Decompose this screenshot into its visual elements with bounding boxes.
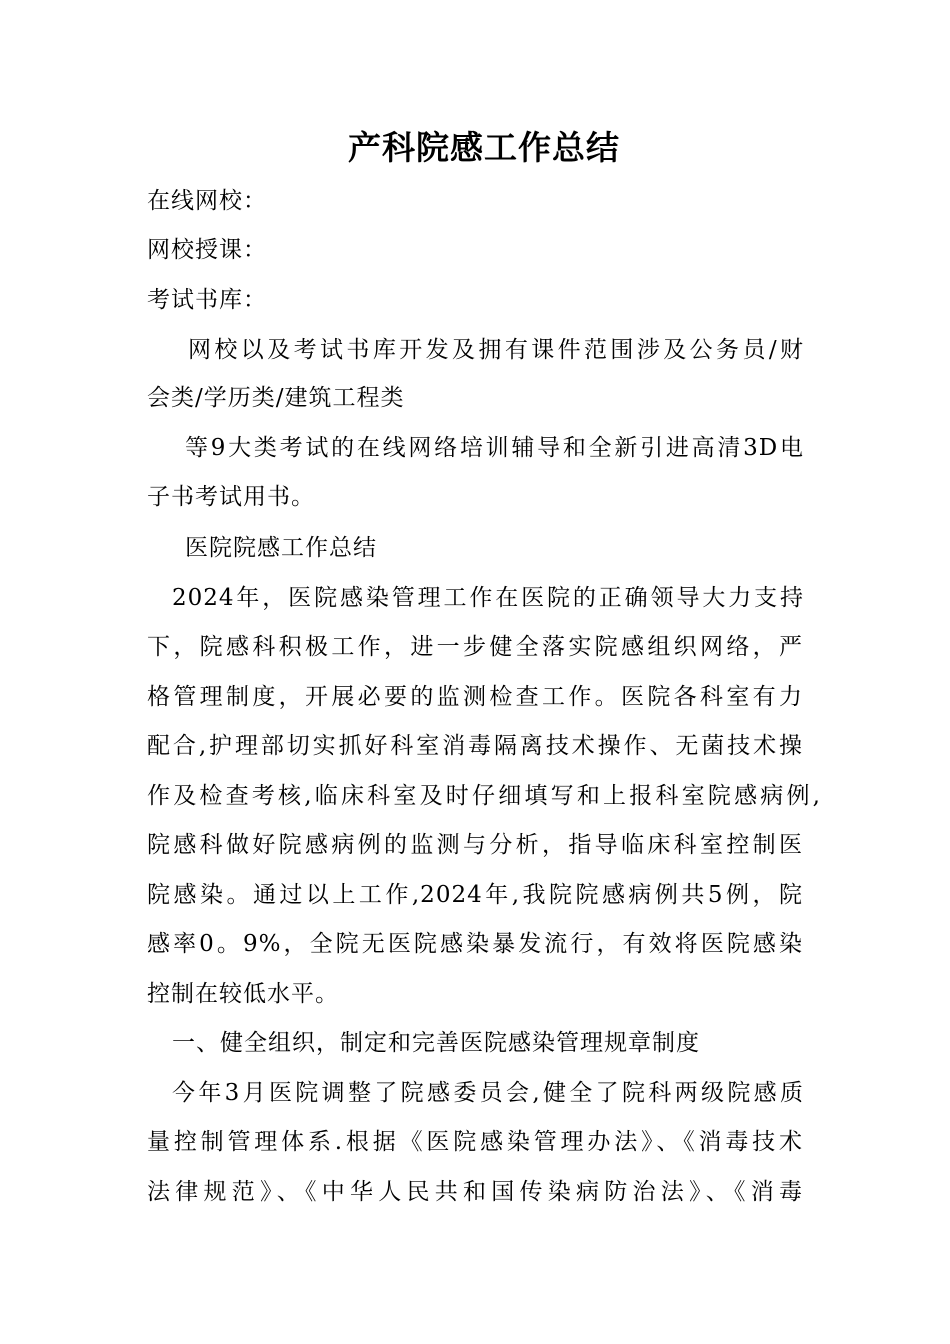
text-line: 院感科做好院感病例的监测与分析，指导临床科室控制医 <box>147 832 803 858</box>
text-line: 法律规范》、《中华人民共和国传染病防治法》、《消毒 <box>147 1179 803 1205</box>
text-line: 量控制管理体系.根据《医院感染管理办法》、《消毒技术 <box>147 1129 803 1155</box>
text-line: 今年3月医院调整了院感委员会,健全了院科两级院感质 <box>172 1080 804 1106</box>
text-line: 2024年，医院感染管理工作在医院的正确领导大力支持 <box>172 585 804 611</box>
text-line-school-teaching: 网校授课： <box>147 237 267 263</box>
text-line: 格管理制度，开展必要的监测检查工作。医院各科室有力 <box>147 684 803 710</box>
text-line-online-school: 在线网校： <box>147 188 267 214</box>
text-line: 配合,护理部切实抓好科室消毒隔离技术操作、无菌技术操 <box>147 733 803 759</box>
text-line: 控制在较低水平。 <box>147 981 339 1007</box>
section-heading: 医院院感工作总结 <box>185 535 377 561</box>
section-heading: 一、健全组织，制定和完善医院感染管理规章制度 <box>172 1030 700 1056</box>
text-line: 下，院感科积极工作，进一步健全落实院感组织网络，严 <box>147 634 803 660</box>
text-line: 作及检查考核,临床科室及时仔细填写和上报科室院感病例, <box>147 783 821 809</box>
text-line: 网校以及考试书库开发及拥有课件范围涉及公务员/财 <box>188 337 804 363</box>
text-line: 院感染。通过以上工作,2024年,我院院感病例共5例，院 <box>147 882 803 908</box>
text-line: 等9大类考试的在线网络培训辅导和全新引进高清3D电 <box>185 435 804 461</box>
page-title: 产科院感工作总结 <box>348 128 620 167</box>
text-line: 感率0。9%，全院无医院感染暴发流行，有效将医院感染 <box>147 931 803 957</box>
text-line-exam-library: 考试书库： <box>147 287 267 313</box>
text-line: 会类/学历类/建筑工程类 <box>147 385 405 411</box>
text-line: 子书考试用书。 <box>147 484 315 510</box>
